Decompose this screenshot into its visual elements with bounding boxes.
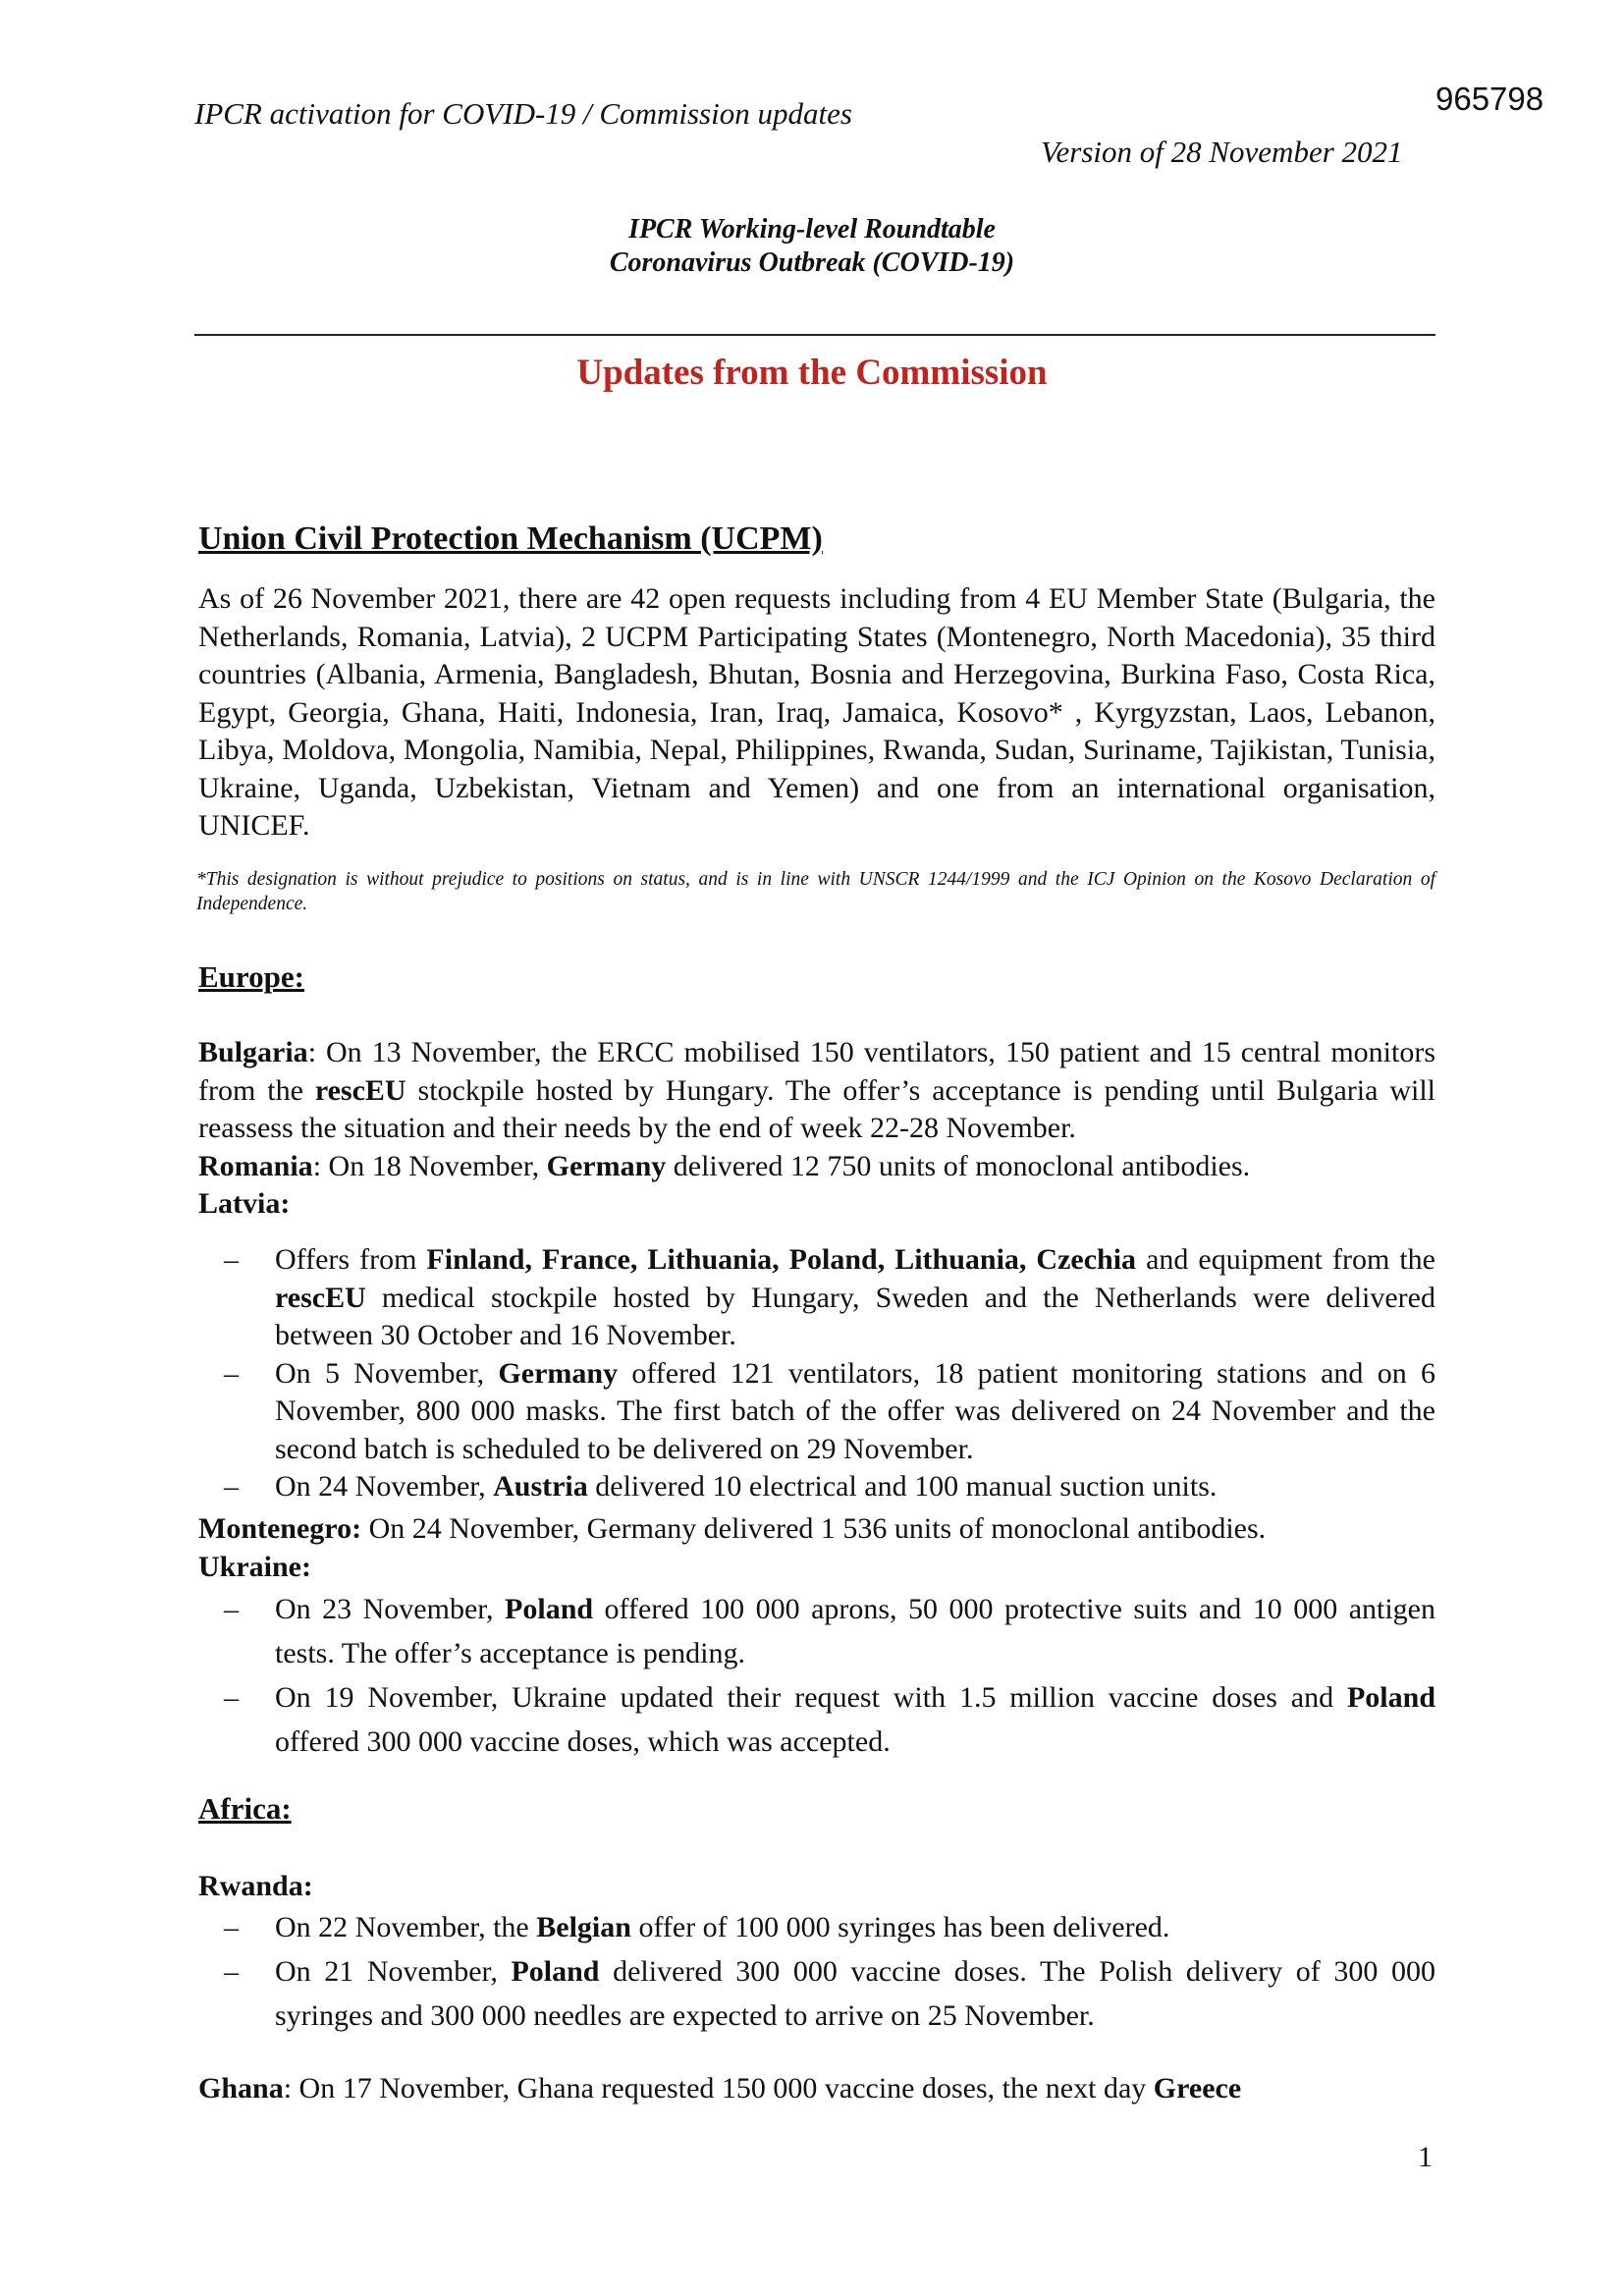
dash-bullet: – xyxy=(224,1470,239,1503)
list-item xyxy=(198,1241,1435,1355)
item-text: On 24 November, xyxy=(275,1470,494,1503)
paragraph-text: : On 17 November, Ghana requested 150 000 vaccine doses, the next day xyxy=(283,2072,1154,2105)
latvia-list xyxy=(198,1241,1435,1506)
rwanda-list xyxy=(198,1905,1435,2038)
page-title: Updates from the Commission xyxy=(576,353,1048,393)
roundtable-subtitle: IPCR Working-level Roundtable xyxy=(628,214,996,245)
item-text: offered 100 000 aprons, 50 000 protective suits and 10 000 antigen tests. The offer’s acceptance is pending. xyxy=(275,1593,1435,1669)
dash-bullet: – xyxy=(224,1911,239,1943)
latvia-heading: Latvia: xyxy=(198,1187,291,1220)
country-name: Romania xyxy=(198,1150,313,1182)
list-item xyxy=(198,1355,1435,1469)
emphasis: Poland xyxy=(511,1955,600,1988)
europe-heading: Europe: xyxy=(198,959,304,994)
item-text: offered 121 ventilators, 18 patient monitoring stations and on 6 November, 800 000 masks. The first batch of the offer was delivered on 24 November and the second batch is scheduled to be delivered on 29 November. xyxy=(275,1356,1435,1465)
emphasis: Poland xyxy=(1346,1681,1435,1714)
list-item xyxy=(198,1468,1435,1506)
list-item xyxy=(198,1675,1435,1764)
ghana-paragraph xyxy=(198,2070,1435,2108)
emphasis: Greece xyxy=(1153,2072,1242,2105)
item-text: offer of 100 000 syringes has been delivered. xyxy=(630,1911,1170,1943)
country-name: Montenegro: xyxy=(198,1512,362,1545)
item-text: medical stockpile hosted by Hungary, Sweden and the Netherlands were delivered between 30 October and 16 November. xyxy=(275,1281,1435,1351)
paragraph-text: On 24 November, Germany delivered 1 536 units of monoclonal antibodies. xyxy=(361,1512,1267,1545)
item-text: On 22 November, the xyxy=(275,1911,537,1943)
emphasis: Finland, France, Lithuania, Poland, Lithuania, Czechia xyxy=(426,1243,1137,1276)
paragraph-text: : On 18 November, xyxy=(312,1150,547,1182)
dash-bullet: – xyxy=(224,1955,239,1988)
header-divider xyxy=(194,334,1435,336)
item-text: On 21 November, xyxy=(275,1955,512,1988)
item-text: On 5 November, xyxy=(275,1356,499,1390)
item-text: delivered 300 000 vaccine doses. The Polish delivery of 300 000 syringes and 300 000 needles are expected to arrive on 25 November. xyxy=(275,1955,1435,2032)
paragraph-text: delivered 12 750 units of monoclonal antibodies. xyxy=(666,1150,1251,1182)
item-text: Offers from xyxy=(275,1243,427,1276)
emphasis: rescEU xyxy=(314,1073,406,1107)
page-number: 1 xyxy=(1418,2141,1433,2173)
emphasis: Germany xyxy=(498,1356,619,1390)
romania-paragraph xyxy=(198,1148,1435,1186)
dash-bullet: – xyxy=(224,1356,239,1390)
kosovo-footnote: *This designation is without prejudice to positions on status, and is in line with UNSCR 1244/1999 and the ICJ Opinion on the Kosovo Declaration of Independence. xyxy=(196,869,1435,914)
country-name: Ghana xyxy=(198,2072,284,2105)
outbreak-subtitle: Coronavirus Outbreak (COVID-19) xyxy=(609,247,1015,278)
document-header-title: IPCR activation for COVID-19 / Commission updates xyxy=(194,96,852,131)
dash-bullet: – xyxy=(224,1681,239,1714)
emphasis: Austria xyxy=(493,1470,588,1503)
dash-bullet: – xyxy=(224,1593,239,1625)
document-number: 965798 xyxy=(1435,81,1544,117)
emphasis: rescEU xyxy=(275,1281,366,1314)
version-date: Version of 28 November 2021 xyxy=(1041,135,1403,169)
africa-heading: Africa: xyxy=(198,1791,292,1826)
item-text: and equipment from the xyxy=(1136,1243,1435,1276)
dash-bullet: – xyxy=(224,1243,239,1276)
emphasis: Poland xyxy=(505,1593,594,1625)
country-name: Bulgaria xyxy=(198,1036,308,1068)
item-text: offered 300 000 vaccine doses, which was accepted. xyxy=(275,1725,891,1758)
emphasis: Belgian xyxy=(536,1911,631,1943)
emphasis: Germany xyxy=(546,1150,667,1182)
ukraine-list xyxy=(198,1587,1435,1764)
list-item xyxy=(198,1587,1435,1675)
list-item xyxy=(198,1949,1435,2038)
paragraph-text: : On 13 November, the ERCC mobilised 150 ventilators, 150 patient and 15 central monitors from the xyxy=(198,1036,1435,1107)
montenegro-paragraph xyxy=(198,1510,1435,1549)
bulgaria-paragraph xyxy=(198,1034,1435,1148)
ukraine-heading: Ukraine: xyxy=(198,1551,311,1583)
rwanda-heading: Rwanda: xyxy=(198,1870,313,1902)
list-item xyxy=(198,1905,1435,1949)
ucpm-intro-paragraph: As of 26 November 2021, there are 42 open requests including from 4 EU Member State (Bulgaria, the Netherlands, Romania, Latvia), 2 UCPM Participating States (Montenegro, North Macedonia), 35 third countries (Albania, Armenia, Bangladesh, Bhutan, Bosnia and Herzegovina, Burkina Faso, Costa Rica, Egypt, Georgia, Ghana, Haiti, Indonesia, Iran, Iraq, Jamaica, Kosovo* , Kyrgyzstan, Laos, Lebanon, Libya, Moldova, Mongolia, Namibia, Nepal, Philippines, Rwanda, Sudan, Suriname, Tajikistan, Tunisia, Ukraine, Uganda, Uzbekistan, Vietnam and Yemen) and one from an international organisation, UNICEF. xyxy=(198,582,1435,842)
ucpm-heading: Union Civil Protection Mechanism (UCPM) xyxy=(198,520,823,557)
item-text: On 23 November, xyxy=(275,1593,506,1625)
item-text: On 19 November, Ukraine updated their request with 1.5 million vaccine doses and xyxy=(275,1681,1347,1714)
paragraph-text: stockpile hosted by Hungary. The offer’s acceptance is pending until Bulgaria will reassess the situation and their needs by the end of week 22-28 November. xyxy=(198,1073,1435,1144)
item-text: delivered 10 electrical and 100 manual suction units. xyxy=(587,1470,1218,1503)
